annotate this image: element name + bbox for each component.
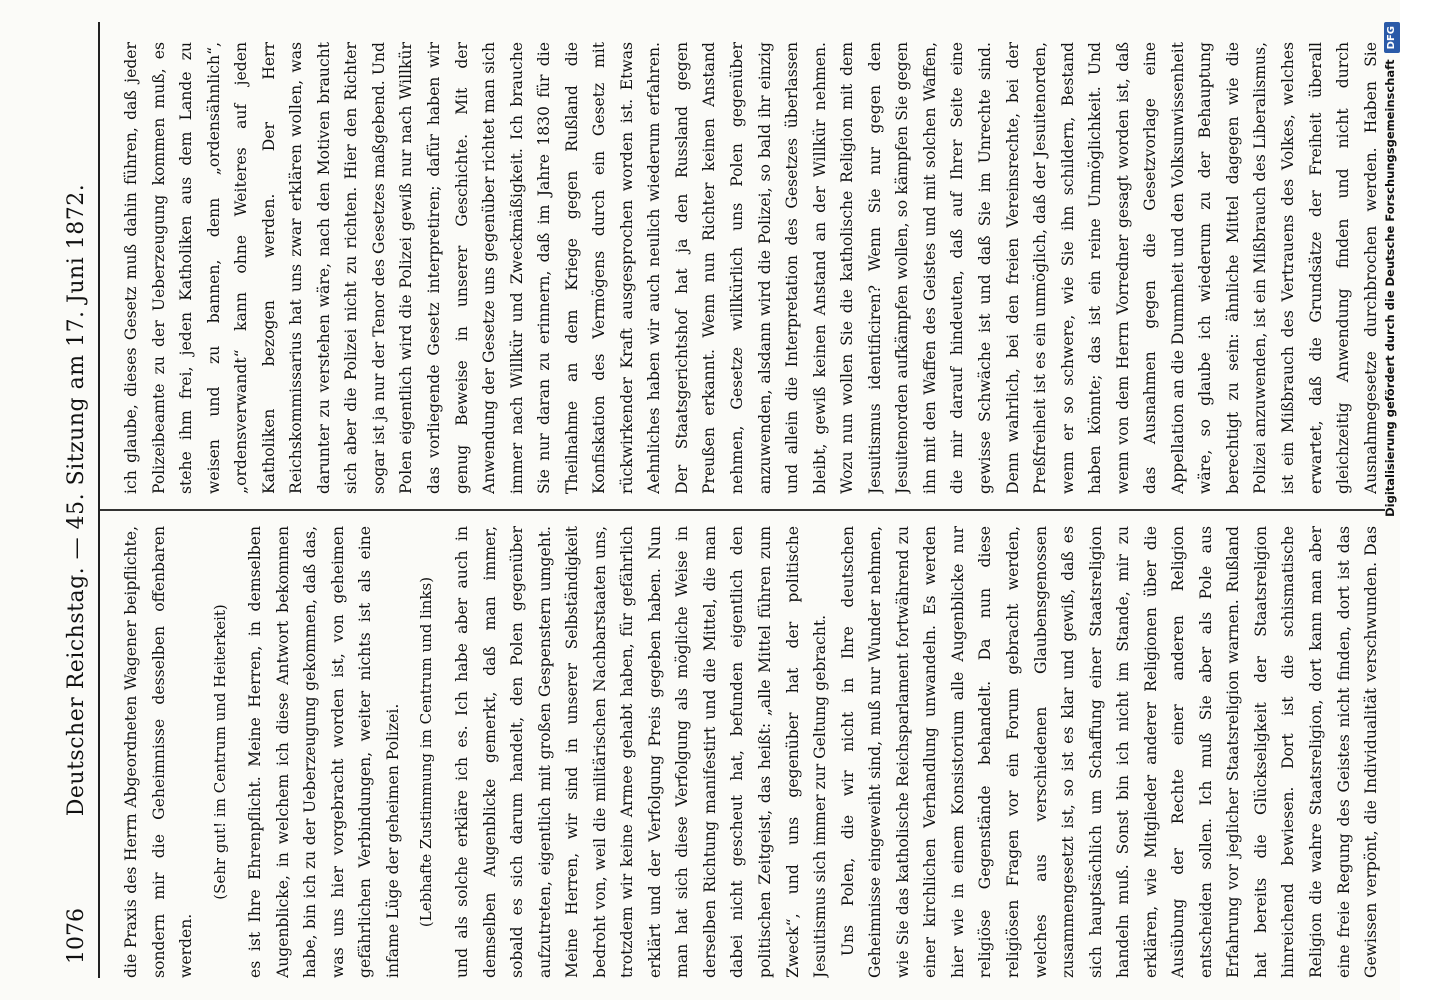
dfg-logo: DFG <box>1384 22 1400 53</box>
column-rule <box>100 510 1385 512</box>
page-number: 1076 <box>64 908 89 964</box>
speech-paragraph: ich glaube, dieses Gesetz muß dahin führen, daß jeder Polizeibeamte zu der Ueberzeugung kommen muß, es stehe ihm frei, jeden Katholiken aus dem Lande zu weisen und zu bannen, denn „ordensähnlich“, „ordensverwandt“ kann ohne Weiteres auf jeden Katholiken bezogen werden. Der Herr Reichskommissarius hat uns zwar erklären wollen, was darunter zu verstehen wäre, nach den Motiven braucht sich aber die Polizei nicht zu richten. Hier den Richter sogar ist ja nur der Tenor des Gesetzes maßgebend. Und Polen eigentlich wird die Polizei gewiß nur nach Willkür das vorliegende Gesetz interpretiren; dafür haben wir genug Beweise in unserer Geschichte. Mit der Anwendung der Gesetze uns gegenüber richtet man sich immer nach Willkür und Zweckmäßigkeit. Ich brauche Sie nur daran zu erinnern, daß im Jahre 1830 für die Theilnahme an dem Kriege gegen Rußland die Konfiskation des Vermögens durch ein Gesetz mit rückwirkender Kraft ausgesprochen worden ist. Etwas Aehnliches haben wir auch neulich wiederum erfahren. Der Staatsgerichtshof hat ja den Russland gegen Preußen erkannt. Wenn nun Richter keinen Anstand nehmen, Gesetze willkürlich uns Polen gegenüber anzuwenden, alsdann wird die Polizei, so bald ihr einzig und allein die Interpretation des Gesetzes überlassen bleibt, gewiß keinen Anstand an der Willkür nehmen. Wozu nun wollen Sie die katholische Religion mit dem Jesuitismus identificiren? Wenn Sie nur gegen den Jesuitenorden aufkämpfen wollen, so kämpfen Sie gegen ihn mit den Waffen des Geistes und mit solchen Waffen, die mir darauf hindeuten, daß auf Ihrer Seite eine gewisse Schwäche ist und daß Sie im Unrechte sind. Denn wahrlich, bei den freien Vereinsrechte, bei der Preßfreiheit ist es ein unmöglich, daß der Jesuitenorden, wenn er so schwere, wie Sie ihn schildern, Bestand haben könnte; das ist ein reine Unmöglichkeit. Und wenn von dem Herrn Vorredner gesagt worden ist, daß das Ausnahmen gegen die Gesetzvorlage eine Appellation an die Dummheit und den Volksunwissenheit wäre, so glaube ich wiederum zu der Behauptung berechtigt zu sein: ähnliche Mittel dagegen wie die Polizei anzuwenden, ist ein Mißbrauch des Liberalismus, ist ein Mißbrauch des Vertrauens des Volkes, welches erwartet, daß die Grundsätze der Freiheit überall gleichzeitig Anwendung finden und nicht durch Ausnahmegesetze durchbrochen werden. Haben Sie <box>122 42 1380 494</box>
credit-text: Digitalisierung gefördert durch die Deutsche Forschungsgemeinschaft <box>1383 59 1397 517</box>
digitization-credit <box>1382 22 1398 978</box>
stage-direction: (Lebhafte Zustimmung im Centrum und links) <box>417 576 436 928</box>
speech-paragraph: und als solche erkläre ich es. Ich habe aber auch in demselben Augenblicke gemerkt, daß man immer, sobald es sich darum handelt, den Polen gegenüber aufzutreten, eigentlich mit großen Gespenstern umgeht. Meine Herren, wir sind in unserer Selbständigkeit bedroht von, weil die militärischen Nachbarstaaten uns, trotzdem wir keine Armee gehabt haben, für gefährlich erklärt und der Verfolgung Preis gegeben haben. Nun man hat sich diese Verfolgung als mögliche Weise in derselben Richtung manifestirt und die Mittel, die man dabei nicht gescheut hat, befunden eigentlich den politischen Zeitgeist, das heißt: „alle Mittel führen zum Zweck“, und uns gegenüber hat der politische Jesuitismus sich immer zur Geltung gebracht. <box>453 526 830 978</box>
page-header <box>60 0 94 1000</box>
left-column <box>118 526 1380 978</box>
header-rule <box>98 22 100 978</box>
running-head: Deutscher Reichstag. — 45. Sitzung am 17. Juni 1872. <box>64 183 89 817</box>
speech-paragraph: es ist Ihre Ehrenpflicht. Meine Herren, in demselben Augenblicke, in welchem ich diese Antwort bekommen habe, bin ich zu der Ueberzeugung gekommen, daß das, was uns hier vorgebracht worden ist, von geheimen gefährlichen Verbindungen, weiter nichts ist als eine infame Lüge der geheimen Polizei. <box>246 526 402 978</box>
speech-paragraph: Uns Polen, die wir nicht in Ihre deutschen Geheimnisse eingeweiht sind, muß nur Wunder nehmen, wie Sie das katholische Reichsparlament fortwährend zu einer kirchlichen Verhandlung unwandeln. Es werden hier wie in einem Konsistorium alle Augenblicke nur religiöse Gegenstände behandelt. Da nun diese religiösen Fragen vor ein Forum gebracht werden, welches aus verschiedenen Glaubensgenossen zusammengesetzt ist, so ist es klar und gewiß, daß es sich hauptsächlich um Schaffung einer Staatsreligion handeln muß. Sonst bin ich nicht im Stande, mir zu erklären, wie Mitglieder anderer Religionen über die Ausübung der Rechte einer anderen Religion entscheiden sollen. Ich muß Sie aber als Pole aus Erfahrung vor jeglicher Staatsreligion warnen. Rußland hat bereits die Glückseligkeit der Staatsreligion hinreichend bewiesen. Dort ist die schismatische Religion die wahre Staatsreligion, dort kann man aber eine freie Regung des Geistes nicht finden, dort ist das Gewissen verpönt, die Individualität verschwunden. Das <box>838 526 1380 978</box>
right-column <box>118 42 1380 494</box>
speech-paragraph: die Praxis des Herrn Abgeordneten Wagener beipflichte, sondern mir die Geheimnisse desselben offenbaren werden. <box>122 526 196 978</box>
stage-direction: (Sehr gut! im Centrum und Heiterkeit) <box>210 604 229 900</box>
